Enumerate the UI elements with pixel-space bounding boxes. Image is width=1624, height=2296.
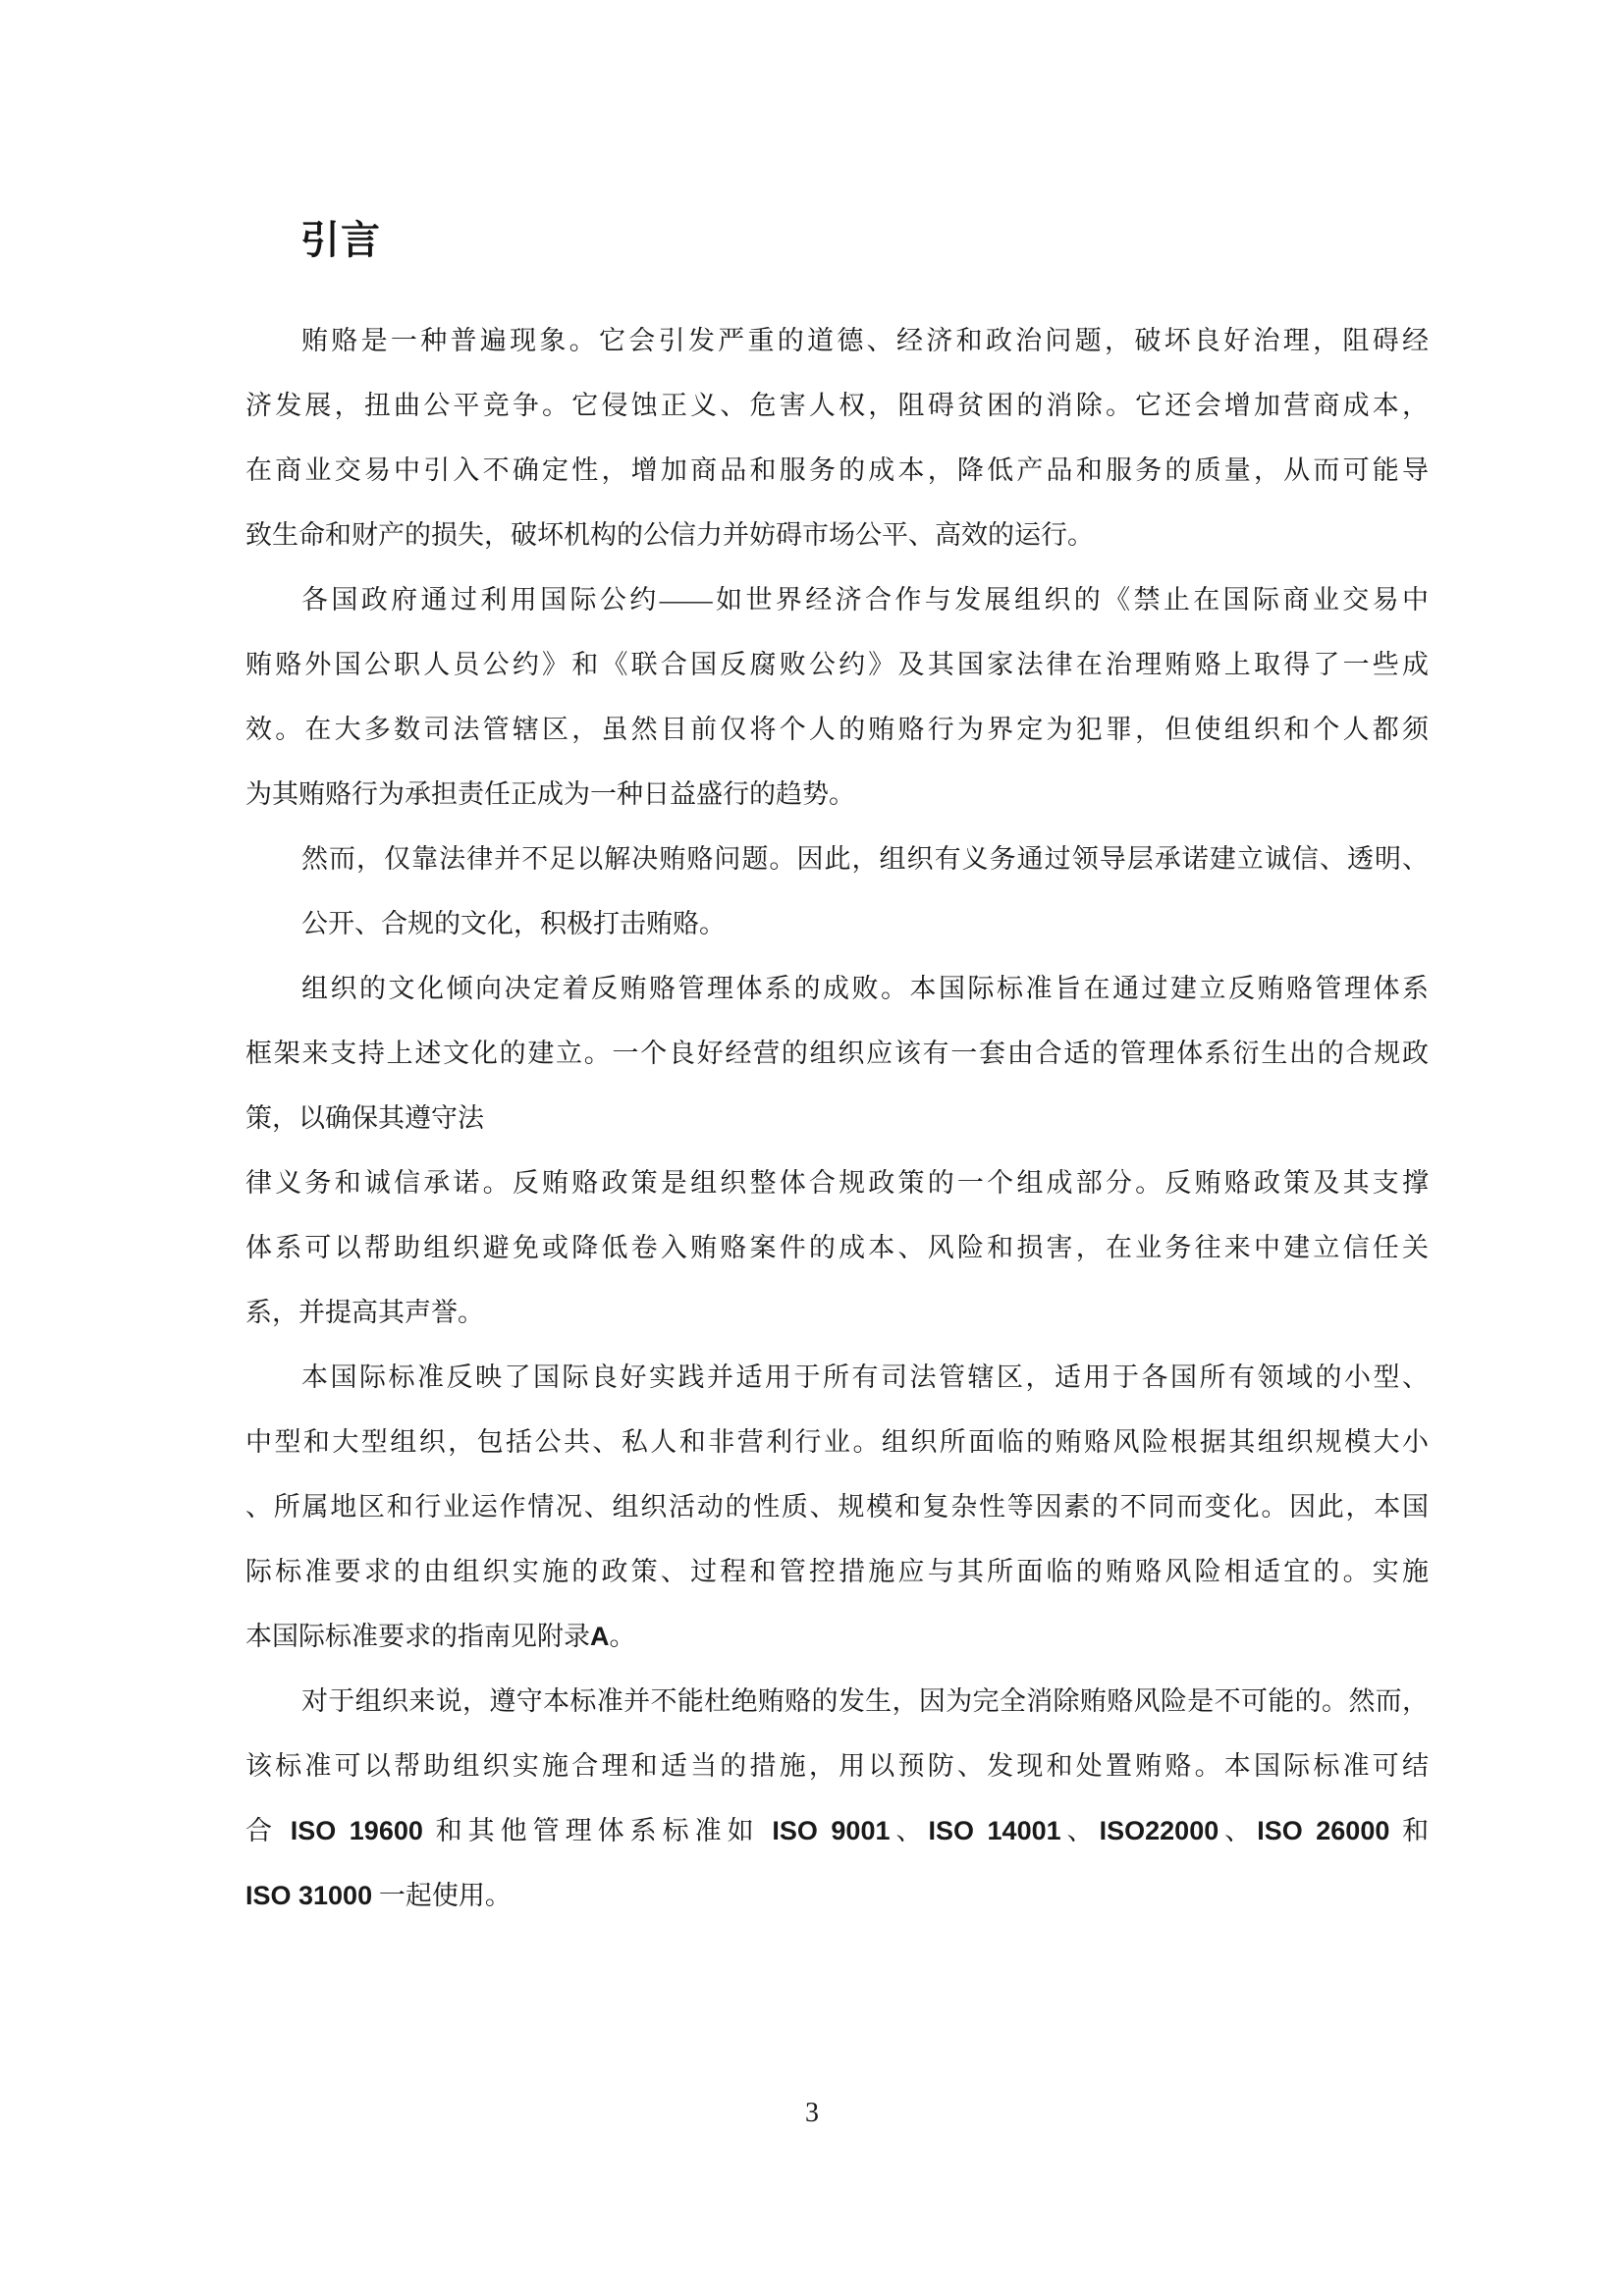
- body-text: [245, 308, 1429, 1928]
- text-line: 对于组织来说，遵守本标准并不能杜绝贿赂的发生，因为完全消除贿赂风险是不可能的。然而，: [301, 1686, 1429, 1716]
- text-line: 、所属地区和行业运作情况、组织活动的性质、规模和复杂性等因素的不同而变化。因此，本国: [245, 1492, 1429, 1522]
- text-segment: 和其他管理体系标准如: [422, 1816, 773, 1845]
- text-line: [245, 1604, 1429, 1669]
- text-line: [245, 1798, 1429, 1863]
- text-line: 策，以确保其遵守法: [245, 1103, 484, 1133]
- text-segment: 、: [1218, 1816, 1258, 1845]
- text-line: 该标准可以帮助组织实施合理和适当的措施，用以预防、发现和处置贿赂。本国际标准可结: [245, 1751, 1429, 1781]
- text-segment: 。: [609, 1622, 636, 1651]
- text-line: 律义务和诚信承诺。反贿赂政策是组织整体合规政策的一个组成部分。反贿赂政策及其支撑: [245, 1168, 1429, 1198]
- text-line: 效。在大多数司法管辖区，虽然目前仅将个人的贿赂行为界定为犯罪，但使组织和个人都须: [245, 715, 1429, 744]
- text-segment: 、: [890, 1816, 929, 1845]
- text-segment: 、: [1060, 1816, 1100, 1845]
- text-segment: 合: [245, 1816, 291, 1845]
- text-line: 框架来支持上述文化的建立。一个良好经营的组织应该有一套由合适的管理体系衍生出的合规政: [245, 1039, 1429, 1068]
- text-line: 贿赂外国公职人员公约》和《联合国反腐败公约》及其国家法律在治理贿赂上取得了一些成: [245, 650, 1429, 679]
- text-line: 体系可以帮助组织避免或降低卷入贿赂案件的成本、风险和损害，在业务往来中建立信任关: [245, 1233, 1429, 1262]
- text-line: 为其贿赂行为承担责任正成为一种日益盛行的趋势。: [245, 779, 855, 809]
- text-line: 致生命和财产的损失，破坏机构的公信力并妨碍市场公平、高效的运行。: [245, 520, 1094, 550]
- text-line: 公开、合规的文化，积极打击贿赂。: [301, 909, 726, 938]
- text-line: 中型和大型组织，包括公共、私人和非营利行业。组织所面临的贿赂风险根据其组织规模大小: [245, 1427, 1429, 1457]
- text-line: 然而，仅靠法律并不足以解决贿赂问题。因此，组织有义务通过领导层承诺建立诚信、透明、: [301, 844, 1429, 874]
- page-number: 3: [805, 2098, 819, 2128]
- page-title: 引言: [300, 219, 381, 262]
- text-line: 在商业交易中引入不确定性，增加商品和服务的成本，降低产品和服务的质量，从而可能导: [245, 455, 1429, 485]
- text-segment: 和: [1389, 1816, 1430, 1845]
- text-line: 际标准要求的由组织实施的政策、过程和管控措施应与其所面临的贿赂风险相适宜的。实施: [245, 1557, 1429, 1586]
- text-segment: ISO 31000: [245, 1881, 373, 1910]
- text-segment: ISO22000: [1099, 1816, 1219, 1845]
- text-segment: A: [590, 1622, 610, 1651]
- text-segment: 本国际标准要求的指南见附录: [245, 1622, 590, 1651]
- text-segment: ISO 9001: [772, 1816, 891, 1845]
- text-segment: ISO 14001: [928, 1816, 1061, 1845]
- text-segment: 一起使用。: [372, 1881, 512, 1910]
- text-line: 各国政府通过利用国际公约——如世界经济合作与发展组织的《禁止在国际商业交易中: [301, 585, 1429, 614]
- text-line: 系，并提高其声誉。: [245, 1298, 484, 1327]
- text-segment: ISO 26000: [1257, 1816, 1390, 1845]
- text-line: 本国际标准反映了国际良好实践并适用于所有司法管辖区，适用于各国所有领域的小型、: [301, 1362, 1429, 1392]
- text-line: 组织的文化倾向决定着反贿赂管理体系的成败。本国际标准旨在通过建立反贿赂管理体系: [301, 974, 1429, 1003]
- text-line: [245, 1863, 1429, 1928]
- text-line: 贿赂是一种普遍现象。它会引发严重的道德、经济和政治问题，破坏良好治理，阻碍经: [301, 326, 1429, 355]
- text-segment: ISO 19600: [290, 1816, 423, 1845]
- text-line: 济发展，扭曲公平竞争。它侵蚀正义、危害人权，阻碍贫困的消除。它还会增加营商成本，: [245, 391, 1429, 420]
